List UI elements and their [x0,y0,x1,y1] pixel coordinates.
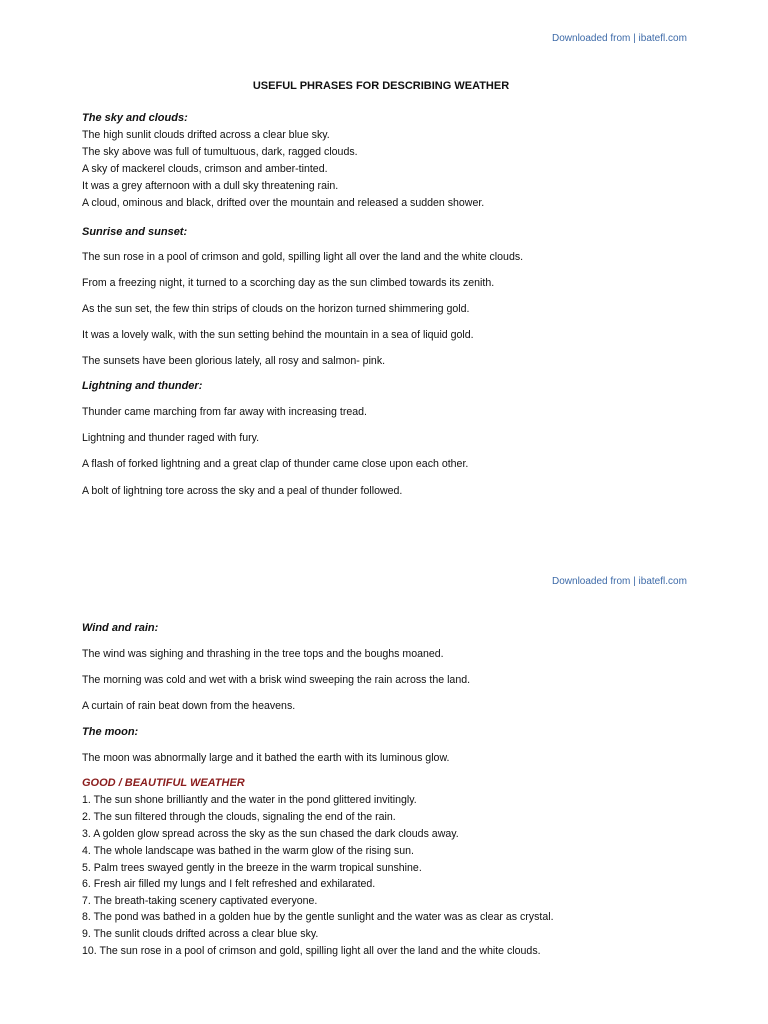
watermark-site-link[interactable]: ibatefl.com [638,576,687,587]
numbered-phrase: 3. A golden glow spread across the sky as the sun chased the dark clouds away. [82,828,459,840]
watermark-site-link[interactable]: ibatefl.com [638,33,687,44]
phrase-line: From a freezing night, it turned to a scorching day as the sun climbed towards its zenith. [82,277,495,289]
phrase-line: The moon was abnormally large and it bathed the earth with its luminous glow. [82,752,450,764]
watermark-prefix: Downloaded from [552,576,631,587]
numbered-phrase: 5. Palm trees swayed gently in the breeze in the warm tropical sunshine. [82,862,422,874]
phrase-line: It was a lovely walk, with the sun setting behind the mountain in a sea of liquid gold. [82,329,474,341]
section-heading-wind: Wind and rain: [82,622,159,634]
phrase-line: A cloud, ominous and black, drifted over the mountain and released a sudden shower. [82,197,485,209]
phrase-line: A sky of mackerel clouds, crimson and amber-tinted. [82,163,328,175]
watermark-prefix: Downloaded from [552,33,631,44]
download-watermark[interactable] [552,576,687,587]
phrase-line: The wind was sighing and thrashing in the tree tops and the boughs moaned. [82,648,444,660]
phrase-line: As the sun set, the few thin strips of clouds on the horizon turned shimmering gold. [82,303,470,315]
watermark-separator: | [633,576,636,587]
phrase-line: The sun rose in a pool of crimson and gold, spilling light all over the land and the white clouds. [82,251,524,263]
phrase-line: A flash of forked lightning and a great clap of thunder came close upon each other. [82,458,469,470]
phrase-line: Thunder came marching from far away with increasing tread. [82,406,367,418]
numbered-phrase: 10. The sun rose in a pool of crimson and gold, spilling light all over the land and the white clouds. [82,945,541,957]
numbered-phrase: 6. Fresh air filled my lungs and I felt refreshed and exhilarated. [82,878,376,890]
numbered-phrase: 9. The sunlit clouds drifted across a clear blue sky. [82,928,319,940]
watermark-separator: | [633,33,636,44]
numbered-phrase: 7. The breath-taking scenery captivated everyone. [82,895,318,907]
section-heading-good-weather: GOOD / BEAUTIFUL WEATHER [82,777,245,789]
section-heading-moon: The moon: [82,726,139,738]
phrase-line: The sky above was full of tumultuous, dark, ragged clouds. [82,146,358,158]
phrase-line: The sunsets have been glorious lately, all rosy and salmon- pink. [82,355,386,367]
phrase-line: It was a grey afternoon with a dull sky threatening rain. [82,180,339,192]
numbered-phrase: 2. The sun filtered through the clouds, signaling the end of the rain. [82,811,396,823]
phrase-line: The high sunlit clouds drifted across a clear blue sky. [82,129,330,141]
section-heading-lightning: Lightning and thunder: [82,380,203,392]
numbered-phrase: 1. The sun shone brilliantly and the water in the pond glittered invitingly. [82,794,417,806]
numbered-phrase: 8. The pond was bathed in a golden hue by the gentle sunlight and the water was as clear as crystal. [82,911,554,923]
phrase-line: The morning was cold and wet with a brisk wind sweeping the rain across the land. [82,674,471,686]
page-title: USEFUL PHRASES FOR DESCRIBING WEATHER [252,80,510,92]
section-heading-sunrise: Sunrise and sunset: [82,226,188,238]
numbered-phrase: 4. The whole landscape was bathed in the warm glow of the rising sun. [82,845,414,857]
download-watermark[interactable] [552,33,687,44]
section-heading-sky: The sky and clouds: [82,112,188,124]
phrase-line: A bolt of lightning tore across the sky and a peal of thunder followed. [82,485,403,497]
phrase-line: A curtain of rain beat down from the heavens. [82,700,296,712]
phrase-line: Lightning and thunder raged with fury. [82,432,260,444]
